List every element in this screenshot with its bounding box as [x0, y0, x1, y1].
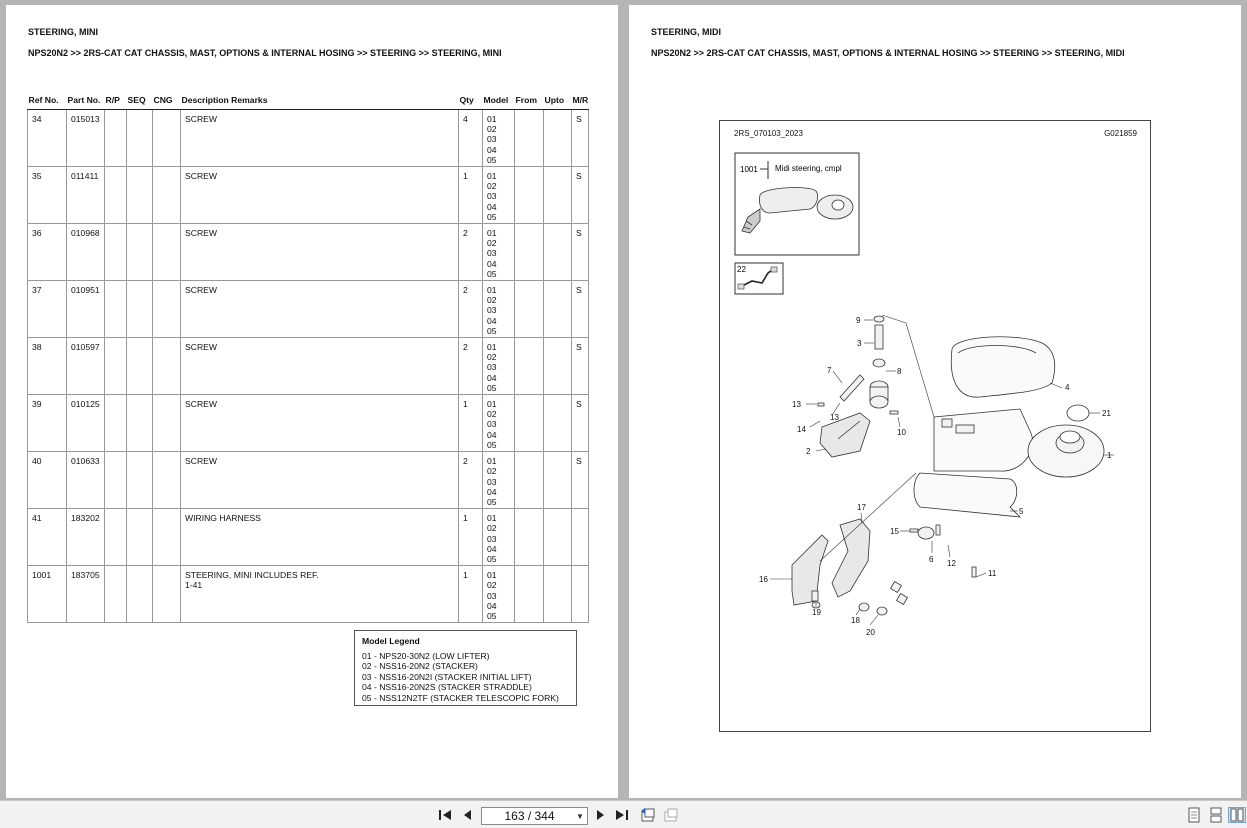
model-code: 05	[487, 440, 497, 451]
callout: 12	[947, 559, 956, 568]
model-code: 05	[487, 554, 497, 565]
qty-cell: 1	[459, 508, 483, 565]
callout: 7	[827, 366, 832, 375]
model-code: 04	[487, 429, 497, 440]
continuous-page-icon[interactable]	[1208, 807, 1224, 823]
rp-cell	[105, 109, 127, 166]
ref-no-cell: 40	[28, 451, 67, 508]
page-number-select[interactable]	[481, 807, 588, 825]
model-code: 01	[487, 227, 497, 238]
column-header: CNG	[153, 91, 181, 109]
mr-cell: S	[572, 280, 589, 337]
rp-cell	[105, 166, 127, 223]
model-code: 04	[487, 201, 497, 212]
callout: 21	[1102, 409, 1111, 418]
diagram-drawing	[720, 121, 1152, 733]
model-cell	[483, 451, 515, 508]
model-code: 02	[487, 466, 497, 477]
model-cell	[483, 565, 515, 622]
seq-cell	[127, 394, 153, 451]
model-code: 02	[487, 180, 497, 191]
breadcrumb: NPS20N2 >> 2RS-CAT CAT CHASSIS, MAST, OPTIONS & INTERNAL HOSING >> STEERING >> STEERING, MINI	[28, 48, 502, 58]
mr-cell: S	[572, 109, 589, 166]
description-text: SCREW	[185, 227, 217, 238]
part-no-cell: 010951	[67, 280, 105, 337]
model-code: 04	[487, 258, 497, 269]
description-text: STEERING, MINI INCLUDES REF.	[185, 569, 319, 580]
seq-cell	[127, 109, 153, 166]
rp-cell	[105, 223, 127, 280]
ref-no-cell: 1001	[28, 565, 67, 622]
mr-cell: S	[572, 166, 589, 223]
callout: 15	[890, 527, 899, 536]
legend-item: 04 - NSS16-20N2S (STACKER STRADDLE)	[362, 682, 532, 692]
model-code: 03	[487, 191, 497, 202]
diagram-code: 2RS_070103_2023	[734, 129, 803, 138]
part-no-cell: 015013	[67, 109, 105, 166]
model-code: 02	[487, 523, 497, 534]
seq-cell	[127, 223, 153, 280]
column-header: Model	[483, 91, 515, 109]
viewer-toolbar	[0, 800, 1247, 828]
model-code: 02	[487, 237, 497, 248]
model-code: 02	[487, 295, 497, 305]
first-page-icon[interactable]	[437, 807, 453, 823]
model-cell	[483, 337, 515, 394]
column-header: M/R	[572, 91, 589, 109]
next-view-icon[interactable]	[663, 807, 679, 823]
model-code: 02	[487, 352, 497, 363]
model-code: 03	[487, 533, 497, 544]
rp-cell	[105, 394, 127, 451]
description-cell	[181, 451, 459, 508]
model-code: 01	[487, 398, 497, 409]
from-cell	[515, 451, 544, 508]
model-cell	[483, 394, 515, 451]
two-page-icon[interactable]	[1228, 807, 1246, 823]
seq-cell	[127, 280, 153, 337]
qty-cell: 2	[459, 280, 483, 337]
callout: 13	[830, 413, 839, 422]
qty-cell: 2	[459, 451, 483, 508]
callout: 5	[1019, 507, 1024, 516]
seq-cell	[127, 451, 153, 508]
from-cell	[515, 109, 544, 166]
prev-view-icon[interactable]	[640, 807, 656, 823]
seq-cell	[127, 508, 153, 565]
callout: 20	[866, 628, 875, 637]
column-header: From	[515, 91, 544, 109]
description-cell	[181, 394, 459, 451]
upto-cell	[544, 166, 572, 223]
qty-cell: 1	[459, 394, 483, 451]
model-code: 04	[487, 543, 497, 554]
mr-cell: S	[572, 223, 589, 280]
upto-cell	[544, 109, 572, 166]
qty-cell: 4	[459, 109, 483, 166]
upto-cell	[544, 451, 572, 508]
callout: 17	[857, 503, 866, 512]
from-cell	[515, 223, 544, 280]
ref-no-cell: 37	[28, 280, 67, 337]
callout: 14	[797, 425, 806, 434]
inset-steering-sketch	[742, 188, 853, 233]
callout: 3	[857, 339, 862, 348]
column-header: Part No.	[67, 91, 105, 109]
callout: 11	[988, 569, 997, 578]
table-header-row	[28, 91, 589, 109]
model-code: 04	[487, 315, 497, 326]
cng-cell	[153, 223, 181, 280]
cng-cell	[153, 451, 181, 508]
callout: 4	[1065, 383, 1070, 392]
description-cell	[181, 280, 459, 337]
ref-no-cell: 41	[28, 508, 67, 565]
qty-cell: 1	[459, 166, 483, 223]
seq-cell	[127, 565, 153, 622]
parts-table	[27, 91, 589, 623]
model-code: 02	[487, 123, 497, 134]
table-row	[28, 166, 589, 223]
model-code: 03	[487, 476, 497, 487]
model-legend	[354, 630, 577, 706]
model-code: 01	[487, 341, 497, 352]
qty-cell: 2	[459, 223, 483, 280]
model-code: 01	[487, 284, 497, 295]
column-header: Qty	[459, 91, 483, 109]
part-no-cell: 011411	[67, 166, 105, 223]
upto-cell	[544, 508, 572, 565]
upto-cell	[544, 280, 572, 337]
model-code: 01	[487, 170, 497, 181]
model-code: 04	[487, 144, 497, 155]
next-page-icon[interactable]	[593, 807, 609, 823]
callout: 13	[792, 400, 801, 409]
cng-cell	[153, 394, 181, 451]
part-no-cell: 010633	[67, 451, 105, 508]
upto-cell	[544, 223, 572, 280]
chevron-down-icon[interactable]: ▼	[576, 811, 584, 821]
model-cell	[483, 280, 515, 337]
table-row	[28, 565, 589, 622]
legend-item: 02 - NSS16-20N2 (STACKER)	[362, 661, 478, 671]
callout: 2	[806, 447, 811, 456]
inset-label: Midi steering, cmpl	[775, 164, 842, 173]
model-cell	[483, 223, 515, 280]
ref-no-cell: 36	[28, 223, 67, 280]
part-no-cell: 183705	[67, 565, 105, 622]
table-row	[28, 508, 589, 565]
description-text: SCREW	[185, 398, 217, 409]
rp-cell	[105, 451, 127, 508]
legend-items	[362, 651, 569, 704]
callout: 6	[929, 555, 934, 564]
column-header: R/P	[105, 91, 127, 109]
qty-cell: 2	[459, 337, 483, 394]
exploded-parts	[792, 316, 1104, 615]
ref-no-cell: 35	[28, 166, 67, 223]
description-text: SCREW	[185, 341, 217, 352]
from-cell	[515, 337, 544, 394]
from-cell	[515, 166, 544, 223]
ref-no-cell: 38	[28, 337, 67, 394]
exploded-diagram	[719, 120, 1151, 732]
table-row	[28, 109, 589, 166]
description-cell	[181, 166, 459, 223]
qty-cell: 1	[459, 565, 483, 622]
rp-cell	[105, 565, 127, 622]
table-row	[28, 394, 589, 451]
upto-cell	[544, 565, 572, 622]
legend-item: 01 - NPS20-30N2 (LOW LIFTER)	[362, 650, 490, 661]
prev-page-icon[interactable]	[459, 807, 475, 823]
ref-no-cell: 34	[28, 109, 67, 166]
cng-cell	[153, 166, 181, 223]
rp-cell	[105, 280, 127, 337]
right-page	[629, 5, 1241, 798]
description-cell	[181, 508, 459, 565]
page-indicator: 163 / 344	[504, 809, 555, 823]
ref-no-cell: 39	[28, 394, 67, 451]
last-page-icon[interactable]	[614, 807, 630, 823]
model-code: 01	[487, 113, 497, 124]
upto-cell	[544, 394, 572, 451]
cng-cell	[153, 508, 181, 565]
model-code: 05	[487, 611, 497, 622]
model-code: 02	[487, 580, 497, 591]
model-code: 01	[487, 512, 497, 523]
model-code: 05	[487, 269, 497, 280]
single-page-icon[interactable]	[1186, 807, 1202, 823]
callout: 8	[897, 367, 902, 376]
model-cell	[483, 109, 515, 166]
model-code: 02	[487, 409, 497, 420]
callout: 18	[851, 616, 860, 625]
column-header: Ref No.	[28, 91, 67, 109]
part-no-cell: 010968	[67, 223, 105, 280]
mr-cell	[572, 508, 589, 565]
from-cell	[515, 394, 544, 451]
upto-cell	[544, 337, 572, 394]
model-code: 04	[487, 600, 497, 611]
seq-cell	[127, 337, 153, 394]
part-no-cell: 010125	[67, 394, 105, 451]
inset-ref: 1001	[740, 165, 758, 174]
mr-cell: S	[572, 451, 589, 508]
model-code: 04	[487, 486, 497, 497]
mr-cell: S	[572, 337, 589, 394]
model-cell	[483, 166, 515, 223]
legend-title: Model Legend	[362, 636, 420, 646]
model-code: 03	[487, 590, 497, 601]
description-cell	[181, 109, 459, 166]
description-text: SCREW	[185, 170, 217, 181]
model-code: 05	[487, 326, 497, 337]
cng-cell	[153, 280, 181, 337]
model-code: 05	[487, 212, 497, 223]
table-body	[28, 109, 589, 622]
description-text: SCREW	[185, 455, 217, 466]
column-header: SEQ	[127, 91, 153, 109]
callout: 16	[759, 575, 768, 584]
table-row	[28, 337, 589, 394]
model-code: 03	[487, 305, 497, 316]
callout: 19	[812, 608, 821, 617]
model-cell	[483, 508, 515, 565]
model-code: 03	[487, 362, 497, 373]
model-code: 05	[487, 497, 497, 508]
callout: 10	[897, 428, 906, 437]
legend-item: 03 - NSS16-20N2I (STACKER INITIAL LIFT)	[362, 671, 532, 682]
model-code: 01	[487, 455, 497, 466]
description-cell	[181, 223, 459, 280]
seq-cell	[127, 166, 153, 223]
description-cell	[181, 337, 459, 394]
legend-item: 05 - NSS12N2TF (STACKER TELESCOPIC FORK)	[362, 692, 559, 703]
model-code: 05	[487, 383, 497, 394]
from-cell	[515, 565, 544, 622]
table-row	[28, 451, 589, 508]
model-code: 03	[487, 134, 497, 145]
description-cell	[181, 565, 459, 622]
description-text: SCREW	[185, 113, 217, 124]
diagram-id: G021859	[1104, 129, 1137, 138]
from-cell	[515, 508, 544, 565]
rp-cell	[105, 337, 127, 394]
cng-cell	[153, 565, 181, 622]
table-row	[28, 280, 589, 337]
part-no-cell: 010597	[67, 337, 105, 394]
from-cell	[515, 280, 544, 337]
model-code: 03	[487, 419, 497, 430]
cng-cell	[153, 109, 181, 166]
description-text: SCREW	[185, 284, 217, 295]
column-header: Description Remarks	[181, 91, 459, 109]
callout: 9	[856, 316, 861, 325]
page-title: STEERING, MIDI	[651, 27, 722, 37]
page-title: STEERING, MINI	[28, 27, 99, 37]
part-no-cell: 183202	[67, 508, 105, 565]
rp-cell	[105, 508, 127, 565]
model-code: 01	[487, 569, 497, 580]
model-code: 03	[487, 248, 497, 259]
cng-cell	[153, 337, 181, 394]
mr-cell	[572, 565, 589, 622]
callout: 1	[1107, 451, 1112, 460]
inset2-ref: 22	[737, 265, 746, 274]
model-code: 04	[487, 372, 497, 383]
description-text: WIRING HARNESS	[185, 512, 261, 523]
description-remark: 1-41	[185, 580, 203, 591]
mr-cell: S	[572, 394, 589, 451]
column-header: Upto	[544, 91, 572, 109]
breadcrumb: NPS20N2 >> 2RS-CAT CAT CHASSIS, MAST, OPTIONS & INTERNAL HOSING >> STEERING >> STEERING, MIDI	[651, 48, 1125, 58]
left-page	[6, 5, 618, 798]
table-row	[28, 223, 589, 280]
model-code: 05	[487, 155, 497, 166]
